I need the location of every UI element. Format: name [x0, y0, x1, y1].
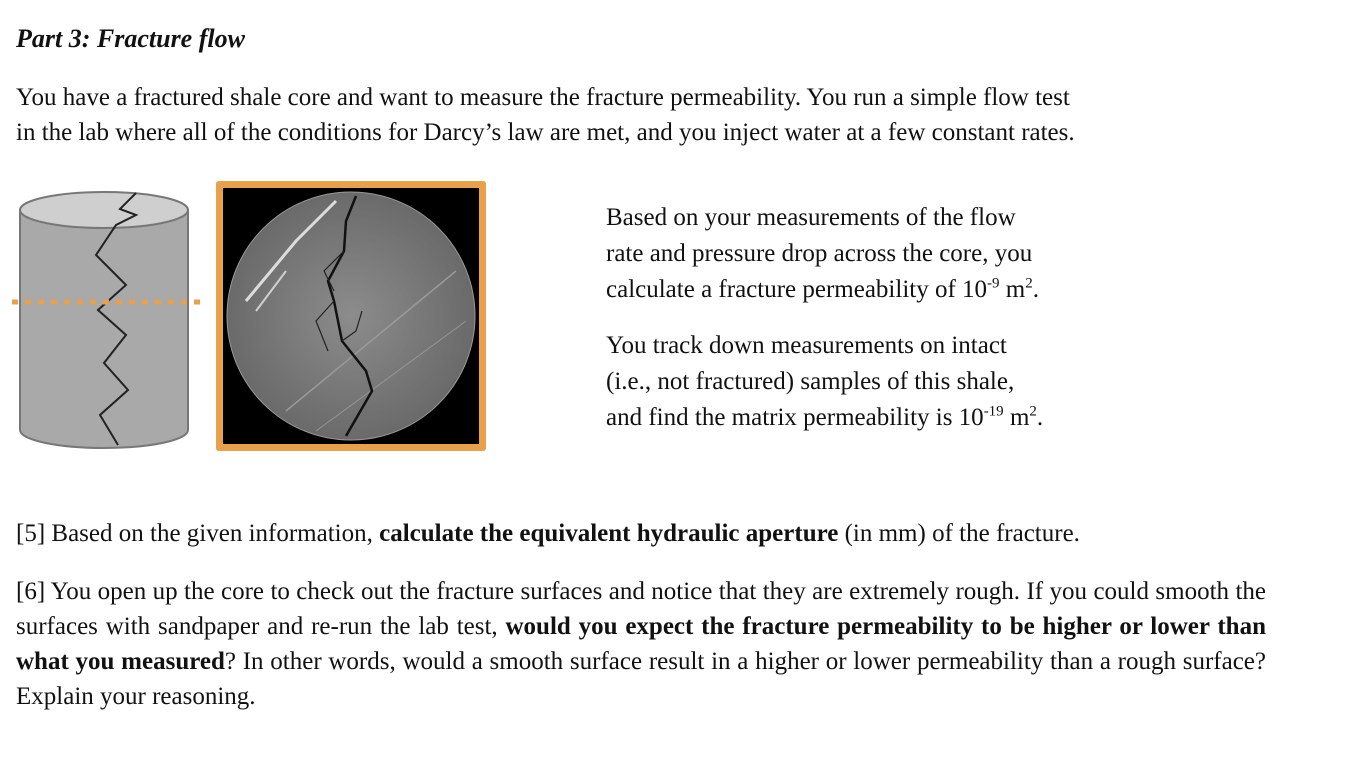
- matrix-unit-square: 2: [1029, 403, 1037, 420]
- fracture-unit: m: [999, 276, 1026, 303]
- intro-paragraph: [16, 80, 1356, 150]
- side-p1-end: .: [1032, 276, 1039, 303]
- q6-pre: [6] You open up the core to check out the fracture surfaces and notice that they are extremely rough. If you could smooth the surfaces with sandpaper and re-run the lab test,: [16, 578, 1266, 640]
- fracture-unit-square: 2: [1025, 275, 1033, 292]
- matrix-exponent: -19: [983, 403, 1004, 420]
- intro-line-1: You have a fractured shale core and want to measure the fracture permeability. You run a simple flow test: [16, 84, 1070, 111]
- side-p2-line2: (i.e., not fractured) samples of this shale,: [606, 368, 1015, 395]
- question-5: [16, 516, 1356, 551]
- page-title: Part 3: Fracture flow: [16, 24, 245, 53]
- side-p2-line1: You track down measurements on intact: [606, 332, 1007, 359]
- side-p1-line3: calculate a fracture permeability of 10: [606, 276, 988, 303]
- q5-bold: calculate the equivalent hydraulic aperture: [379, 520, 839, 547]
- side-p1-line2: rate and pressure drop across the core, you: [606, 240, 1033, 267]
- fracture-permeability-paragraph: [606, 200, 1206, 308]
- q6-post: ? In other words, would a smooth surface result in a higher or lower permeability than a rough surface? Explain your reasoning.: [16, 648, 1266, 710]
- ct-scan-image: [216, 181, 486, 451]
- matrix-permeability-paragraph: [606, 328, 1206, 436]
- q5-post: (in mm) of the fracture.: [838, 520, 1080, 547]
- fractured-core-cylinder-illustration: [8, 185, 208, 455]
- matrix-unit: m: [1003, 404, 1030, 431]
- intro-line-2: in the lab where all of the conditions for Darcy’s law are met, and you inject water at a few constant rates.: [16, 119, 1075, 146]
- measurements-text: [606, 200, 1206, 456]
- q6-bold: would you expect the fracture permeability to be higher or lower than what you measured: [16, 613, 1266, 675]
- side-p2-line3: and find the matrix permeability is 10: [606, 404, 984, 431]
- side-p2-end: .: [1036, 404, 1044, 431]
- side-p1-line1: Based on your measurements of the flow: [606, 204, 1016, 231]
- fracture-exponent: -9: [987, 275, 1000, 292]
- q5-pre: [5] Based on the given information,: [16, 520, 380, 547]
- question-6: [16, 574, 1266, 714]
